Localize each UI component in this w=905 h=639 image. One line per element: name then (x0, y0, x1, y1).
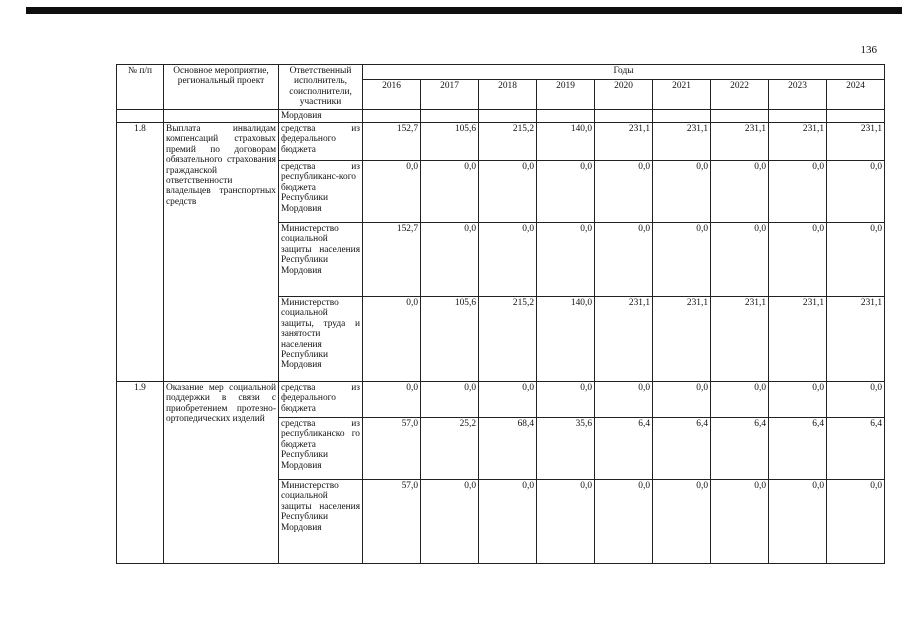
header-year-2018: 2018 (479, 80, 537, 109)
value-cell: 231,1 (827, 297, 885, 382)
value-cell: 140,0 (537, 123, 595, 161)
header-year-2022: 2022 (711, 80, 769, 109)
carry-empty-cell (117, 109, 164, 122)
value-cell: 6,4 (827, 418, 885, 480)
header-year-2016: 2016 (363, 80, 421, 109)
value-cell: 0,0 (479, 480, 537, 564)
value-cell: 57,0 (363, 480, 421, 564)
value-cell: 231,1 (653, 297, 711, 382)
value-cell: 6,4 (595, 418, 653, 480)
header-year-2020: 2020 (595, 80, 653, 109)
value-cell: 0,0 (711, 161, 769, 223)
value-cell: 0,0 (421, 382, 479, 418)
value-cell: 0,0 (537, 382, 595, 418)
table-row (117, 123, 885, 161)
value-cell: 231,1 (769, 297, 827, 382)
event-name: Выплата инвалидам компенсаций страховых премий по договорам обязательного страхования гражданской ответственности владельцев транспортных средств (164, 123, 279, 382)
value-cell: 0,0 (653, 382, 711, 418)
value-cell: 0,0 (711, 382, 769, 418)
header-responsible: Ответственный исполнитель, соисполнители, участники (279, 65, 363, 110)
budget-table (116, 64, 885, 564)
value-cell: 0,0 (537, 480, 595, 564)
funding-source: Министерство социальной защиты населения Республики Мордовия (279, 223, 363, 297)
value-cell: 231,1 (827, 123, 885, 161)
page-number: 136 (860, 44, 877, 56)
funding-source: средства из федерального бюджета (279, 123, 363, 161)
value-cell: 0,0 (769, 223, 827, 297)
value-cell: 152,7 (363, 223, 421, 297)
value-cell: 152,7 (363, 123, 421, 161)
value-cell: 0,0 (595, 223, 653, 297)
value-cell: 0,0 (595, 480, 653, 564)
value-cell: 0,0 (595, 382, 653, 418)
value-cell: 0,0 (421, 161, 479, 223)
header-year-2021: 2021 (653, 80, 711, 109)
carry-empty-cell (164, 109, 279, 122)
value-cell: 0,0 (711, 223, 769, 297)
value-cell: 0,0 (711, 480, 769, 564)
header-year-2023: 2023 (769, 80, 827, 109)
value-cell: 0,0 (769, 382, 827, 418)
value-cell: 0,0 (769, 480, 827, 564)
value-cell: 0,0 (363, 382, 421, 418)
value-cell: 215,2 (479, 123, 537, 161)
value-cell: 68,4 (479, 418, 537, 480)
value-cell: 6,4 (769, 418, 827, 480)
event-name: Оказание мер социальной поддержки в связи с приобретением протезно-ортопедических изделий (164, 382, 279, 564)
value-cell: 105,6 (421, 123, 479, 161)
value-cell: 57,0 (363, 418, 421, 480)
funding-source: средства из федерального бюджета (279, 382, 363, 418)
value-cell: 35,6 (537, 418, 595, 480)
value-cell: 0,0 (653, 480, 711, 564)
value-cell: 231,1 (595, 123, 653, 161)
header-event: Основное мероприятие, региональный проект (164, 65, 279, 110)
funding-source: средства из республиканско го бюджета Республики Мордовия (279, 418, 363, 480)
scan-border-bar (26, 7, 902, 14)
header-num: № п/п (117, 65, 164, 110)
value-cell: 0,0 (479, 382, 537, 418)
carry-over-text: Мордовия (279, 109, 363, 122)
value-cell: 6,4 (711, 418, 769, 480)
value-cell: 0,0 (421, 480, 479, 564)
funding-source: Министерство социальной защиты, труда и занятости населения Республики Мордовия (279, 297, 363, 382)
header-year-2017: 2017 (421, 80, 479, 109)
value-cell: 231,1 (595, 297, 653, 382)
value-cell: 0,0 (479, 223, 537, 297)
row-number: 1.8 (117, 123, 164, 382)
value-cell: 0,0 (479, 161, 537, 223)
value-cell: 0,0 (827, 161, 885, 223)
value-cell: 105,6 (421, 297, 479, 382)
value-cell: 0,0 (769, 161, 827, 223)
value-cell: 0,0 (363, 161, 421, 223)
value-cell: 6,4 (653, 418, 711, 480)
value-cell: 215,2 (479, 297, 537, 382)
value-cell: 0,0 (421, 223, 479, 297)
header-year-2024: 2024 (827, 80, 885, 109)
value-cell: 0,0 (827, 480, 885, 564)
value-cell: 0,0 (827, 223, 885, 297)
table-row (117, 382, 885, 418)
value-cell: 231,1 (653, 123, 711, 161)
value-cell: 0,0 (363, 297, 421, 382)
value-cell: 0,0 (595, 161, 653, 223)
funding-source: Министерство социальной защиты населения Республики Мордовия (279, 480, 363, 564)
value-cell: 140,0 (537, 297, 595, 382)
funding-source: средства из республиканс-кого бюджета Республики Мордовия (279, 161, 363, 223)
value-cell: 0,0 (653, 223, 711, 297)
value-cell: 0,0 (653, 161, 711, 223)
row-number: 1.9 (117, 382, 164, 564)
table-row (117, 109, 885, 122)
value-cell: 231,1 (711, 297, 769, 382)
value-cell: 25,2 (421, 418, 479, 480)
header-years: Годы (363, 65, 885, 80)
value-cell: 0,0 (827, 382, 885, 418)
value-cell: 231,1 (769, 123, 827, 161)
header-year-2019: 2019 (537, 80, 595, 109)
value-cell: 0,0 (537, 223, 595, 297)
value-cell: 231,1 (711, 123, 769, 161)
value-cell: 0,0 (537, 161, 595, 223)
